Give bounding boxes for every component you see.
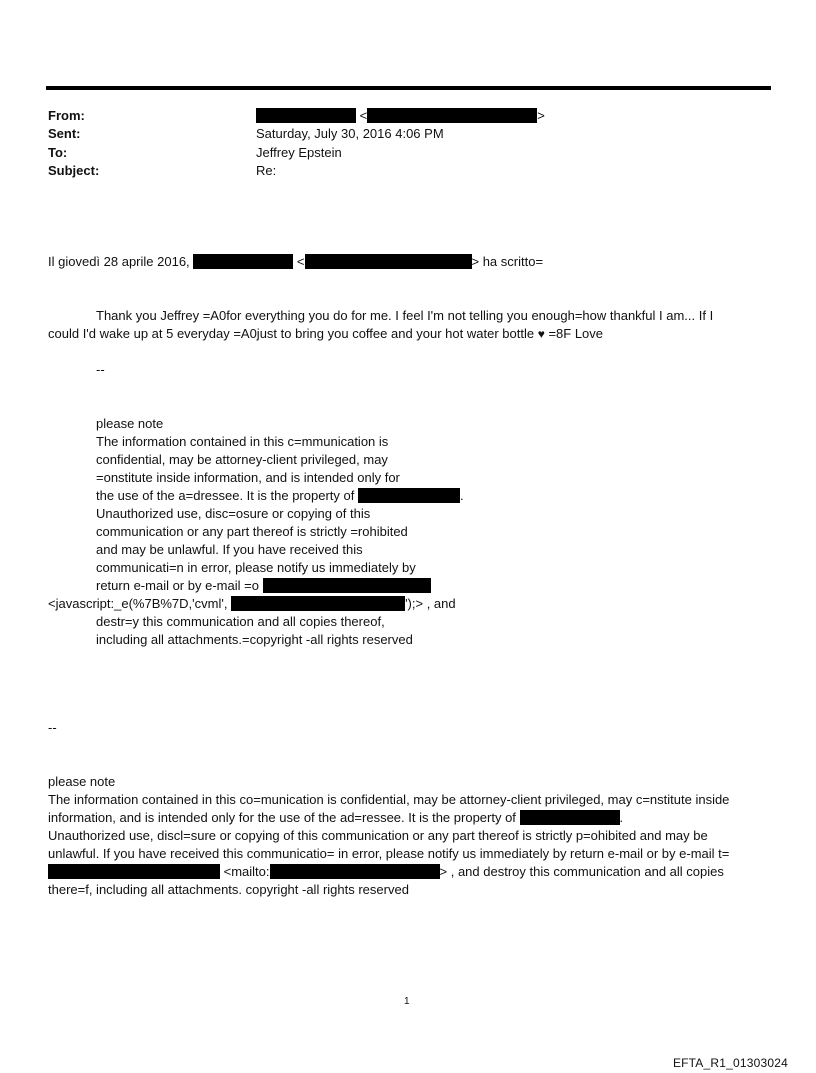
note1-line: Unauthorized use, disc=osure or copying of this [96, 506, 371, 521]
redaction-block [256, 108, 356, 123]
note1-line: The information contained in this c=mmunication is [96, 434, 389, 449]
header-rule [46, 86, 771, 90]
redaction-block [263, 578, 431, 593]
redaction-block [270, 864, 440, 879]
redaction-block [358, 488, 460, 503]
note1-line: please note [96, 416, 164, 431]
separator-2: -- [48, 720, 57, 735]
note1-line: including all attachments.=copyright -all rights reserved [96, 632, 413, 647]
redaction-block [520, 810, 620, 825]
note1-line: the use of the a=dressee. It is the property of . [96, 488, 464, 503]
heart-icon: ♥ [537, 327, 545, 341]
note1-line: communicati=n in error, please notify us immediately by [96, 560, 416, 575]
note1-line: return e-mail or by e-mail =o [96, 577, 431, 595]
note1-line: communication or any part thereof is strictly =rohibited [96, 524, 408, 539]
from-label: From: [48, 108, 85, 123]
note2-line: The information contained in this co=munication is confidential, may be attorney-client privileged, may c=nstitute inside [48, 792, 730, 807]
note2-line: <mailto: > , and destroy this communication and all copies [48, 863, 724, 881]
to-value: Jeffrey Epstein [256, 145, 342, 160]
note2-line: information, and is intended only for the use of the ad=ressee. It is the property of . [48, 810, 624, 825]
separator-1: -- [96, 362, 105, 377]
redaction-block [48, 864, 220, 879]
subject-value: Re: [256, 163, 277, 178]
note2-line: there=f, including all attachments. copyright -all rights reserved [48, 882, 409, 897]
note1-line: =onstitute inside information, and is intended only for [96, 470, 400, 485]
redaction-block [231, 596, 405, 611]
note2-line: Unauthorized use, discl=sure or copying of this communication or any part thereof is strictly p=ohibited and may be [48, 828, 708, 843]
note1-line: and may be unlawful. If you have received this [96, 542, 363, 557]
document-id: EFTA_R1_01303024 [672, 1056, 788, 1070]
message-line-1: Thank you Jeffrey =A0for everything you do for me. I feel I'm not telling you enough=how thankful I am... If I [96, 308, 714, 323]
redaction-block [305, 254, 472, 269]
note1-line: destr=y this communication and all copies thereof, [96, 614, 385, 629]
note2-line: please note [48, 774, 116, 789]
page-number: 1 [404, 996, 410, 1007]
to-label: To: [48, 145, 68, 160]
note1-line: confidential, may be attorney-client privileged, may [96, 452, 388, 467]
sent-label: Sent: [48, 126, 81, 141]
note2-line: unlawful. If you have received this communicatio= in error, please notify us immediately by return e-mail or by e-mail t= [48, 846, 730, 861]
sent-value: Saturday, July 30, 2016 4:06 PM [256, 126, 444, 141]
note1-line: <javascript:_e(%7B%7D,'cvml', ');> , and [48, 596, 456, 611]
message-line-2: could I'd wake up at 5 everyday =A0just to bring you coffee and your hot water bottle ♥ =8F Love [48, 326, 604, 341]
from-value: < > [256, 107, 545, 125]
subject-label: Subject: [48, 163, 100, 178]
redaction-block [367, 108, 537, 123]
quote-intro: Il giovedì 28 aprile 2016, < > ha scritto= [48, 254, 544, 269]
redaction-block [193, 254, 293, 269]
